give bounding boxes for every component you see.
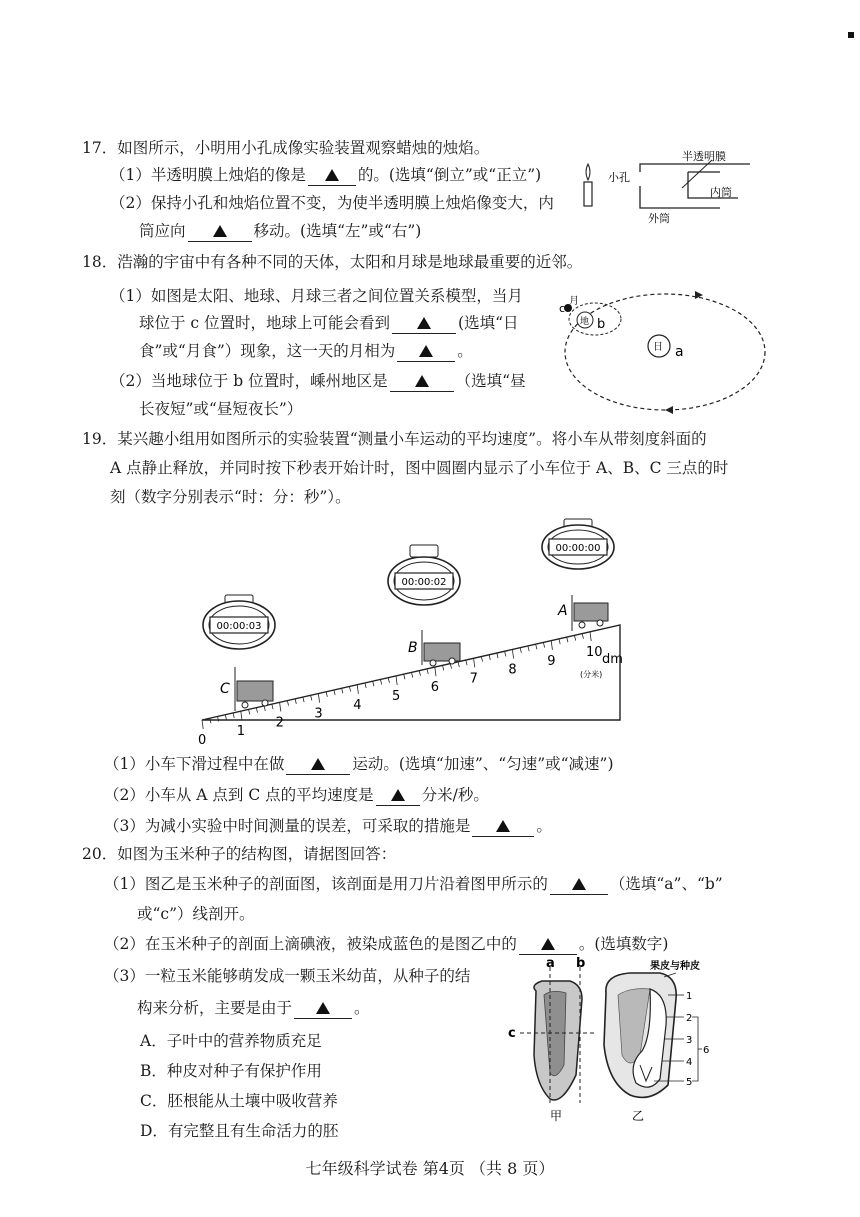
triangle-icon [316, 1002, 330, 1014]
answer-blank[interactable] [392, 313, 456, 334]
label-b: b [576, 956, 586, 971]
tick-label: 0 [198, 733, 207, 745]
q20-part3-line2: 构来分析，主要是由于 。 [137, 999, 370, 1017]
answer-blank[interactable] [188, 221, 252, 242]
triangle-icon [417, 317, 431, 329]
candle-icon [584, 164, 592, 206]
triangle-icon [311, 758, 325, 770]
answer-blank[interactable] [519, 934, 577, 955]
q20-option-b[interactable]: B．种皮对种子有保护作用 [140, 1062, 322, 1080]
q20-option-c[interactable]: C．胚根能从土壤中吸收营养 [140, 1092, 338, 1110]
q18-part1-line2: 球位于 c 位置时，地球上可能会看到 (选填“日 [139, 314, 519, 332]
q19-line1: 19．某兴趣小组用如图所示的实验装置“测量小车运动的平均速度”。将小车从带刻度斜面的 [82, 430, 707, 448]
sun-earth-moon-diagram [555, 282, 770, 417]
part-2: 2 [686, 1013, 693, 1024]
tick-label: 4 [353, 697, 362, 713]
q18-stem: 18．浩瀚的宇宙中有各种不同的天体，太阳和月球是地球最重要的近邻。 [82, 253, 583, 271]
corn-seed-whole-icon [534, 981, 582, 1100]
page-footer: 七年级科学试卷 第4页 （共 8 页） [305, 1159, 555, 1178]
stopwatch-a-icon [542, 519, 614, 569]
corn-seed-diagram [500, 955, 715, 1125]
answer-blank[interactable] [294, 998, 352, 1019]
triangle-icon [496, 820, 510, 832]
q17-part2-line1: （2）保持小孔和烛焰位置不变，为使半透明膜上烛焰像变大，内 [110, 194, 554, 212]
answer-blank[interactable] [550, 874, 608, 895]
timer-b-readout: 00:00:02 [401, 577, 447, 588]
tick-label: 10 [586, 645, 603, 660]
part-4: 4 [686, 1057, 693, 1068]
triangle-icon [419, 345, 433, 357]
part-1: 1 [686, 991, 693, 1002]
unit-label: dm [602, 652, 623, 667]
cart-c-icon [235, 667, 273, 711]
tick-label: 9 [547, 653, 556, 669]
stopwatch-c-icon [203, 595, 275, 649]
label-a: A [558, 603, 568, 619]
q20-part2: （2）在玉米种子的剖面上滴碘液，被染成蓝色的是图乙中的 。(选填数字) [104, 935, 669, 953]
q20-part1-line1: （1）图乙是玉米种子的剖面图，该剖面是用刀片沿着图甲所示的 （选填“a”、“b” [104, 875, 723, 893]
label-b: B [408, 640, 418, 656]
triangle-icon [325, 169, 339, 181]
tick-label: 6 [430, 680, 440, 696]
q17-part2-line2: 筒应向 移动。(选填“左”或“右”) [139, 222, 422, 240]
label-pinhole: 小孔 [608, 171, 630, 184]
answer-blank[interactable] [286, 754, 350, 775]
answer-blank[interactable] [397, 341, 455, 362]
tick-label: 5 [392, 689, 401, 704]
q19-part2: （2）小车从 A 点到 C 点的平均速度是 分米/秒。 [104, 786, 489, 804]
q19-line3: 刻（数字分别表示“时：分：秒”）。 [110, 488, 351, 506]
answer-blank[interactable] [376, 785, 420, 806]
label-a: a [546, 956, 555, 971]
part-5: 5 [686, 1077, 693, 1088]
label-b: b [597, 317, 606, 332]
label-moon: 月 [569, 296, 579, 307]
timer-c-readout: 00:00:03 [216, 621, 262, 632]
answer-blank[interactable] [308, 165, 356, 186]
q17-stem: 17．如图所示，小明用小孔成像实验装置观察蜡烛的烛焰。 [82, 139, 490, 157]
q18-part2-line2: 长夜短”或“昼短夜长”） [139, 400, 303, 418]
ruler-tick [202, 720, 203, 729]
q20-part1-line2: 或“c”）线剖开。 [137, 905, 255, 923]
answer-blank[interactable] [390, 371, 454, 392]
q19-line2: A 点静止释放，并同时按下秒表开始计时，图中圆圈内显示了小车位于 A、B、C 三点的时 [110, 459, 729, 477]
label-pericarp: 果皮与种皮 [650, 961, 700, 972]
triangle-icon [391, 789, 405, 801]
label-film: 半透明膜 [682, 150, 726, 163]
cart-a-icon [572, 595, 608, 631]
tick-label: 7 [469, 671, 478, 687]
caption-jia: 甲 [550, 1109, 563, 1123]
q19-part1: （1）小车下滑过程中在做 运动。(选填“加速”、“匀速”或“减速”) [104, 755, 614, 773]
triangle-icon [213, 225, 227, 237]
triangle-icon [415, 375, 429, 387]
label-c: c [559, 302, 566, 315]
tick-label: 2 [275, 715, 284, 731]
caption-yi: 乙 [632, 1109, 645, 1123]
q18-part1-line3: 食”或“月食”）现象，这一天的月相为 。 [139, 342, 473, 360]
label-c: C [220, 681, 230, 697]
incline-experiment-diagram [190, 515, 630, 745]
q18-part2-line1: （2）当地球位于 b 位置时，嵊州地区是 （选填“昼 [110, 372, 526, 390]
unit-cn-label: (分米) [580, 670, 603, 679]
tick-label: 8 [508, 662, 517, 678]
q20-option-a[interactable]: A．子叶中的营养物质充足 [140, 1032, 322, 1050]
answer-blank[interactable] [472, 816, 534, 837]
label-a: a [675, 344, 684, 360]
pinhole-camera-diagram [570, 148, 770, 230]
tick-label: 1 [236, 724, 246, 740]
label-inner-tube: 内筒 [710, 186, 732, 199]
q20-stem: 20．如图为玉米种子的结构图，请据图回答： [82, 845, 397, 863]
label-earth: 地 [580, 317, 590, 327]
label-sun: 日 [653, 342, 663, 353]
q17-part1: （1）半透明膜上烛焰的像是 的。(选填“倒立”或“正立”) [110, 166, 542, 184]
q18-part1-line1: （1）如图是太阳、地球、月球三者之间位置关系模型，当月 [110, 287, 523, 305]
label-c: c [508, 1026, 516, 1041]
triangle-icon [541, 938, 555, 950]
cart-b-icon [422, 630, 460, 666]
part-6: 6 [703, 1045, 710, 1056]
q19-part3: （3）为减小实验中时间测量的误差，可采取的措施是 。 [104, 817, 552, 835]
q20-part3-line1: （3）一粒玉米能够萌发成一颗玉米幼苗，从种子的结 [104, 967, 471, 985]
tick-label: 3 [314, 706, 323, 722]
scan-mark [848, 32, 854, 38]
part-3: 3 [686, 1035, 693, 1046]
triangle-icon [572, 878, 586, 890]
corn-seed-section-icon [604, 973, 676, 1097]
q20-option-d[interactable]: D．有完整且有生命活力的胚 [140, 1122, 339, 1140]
label-outer-tube: 外筒 [648, 212, 670, 225]
timer-a-readout: 00:00:00 [555, 543, 601, 554]
stopwatch-b-icon [388, 545, 460, 605]
